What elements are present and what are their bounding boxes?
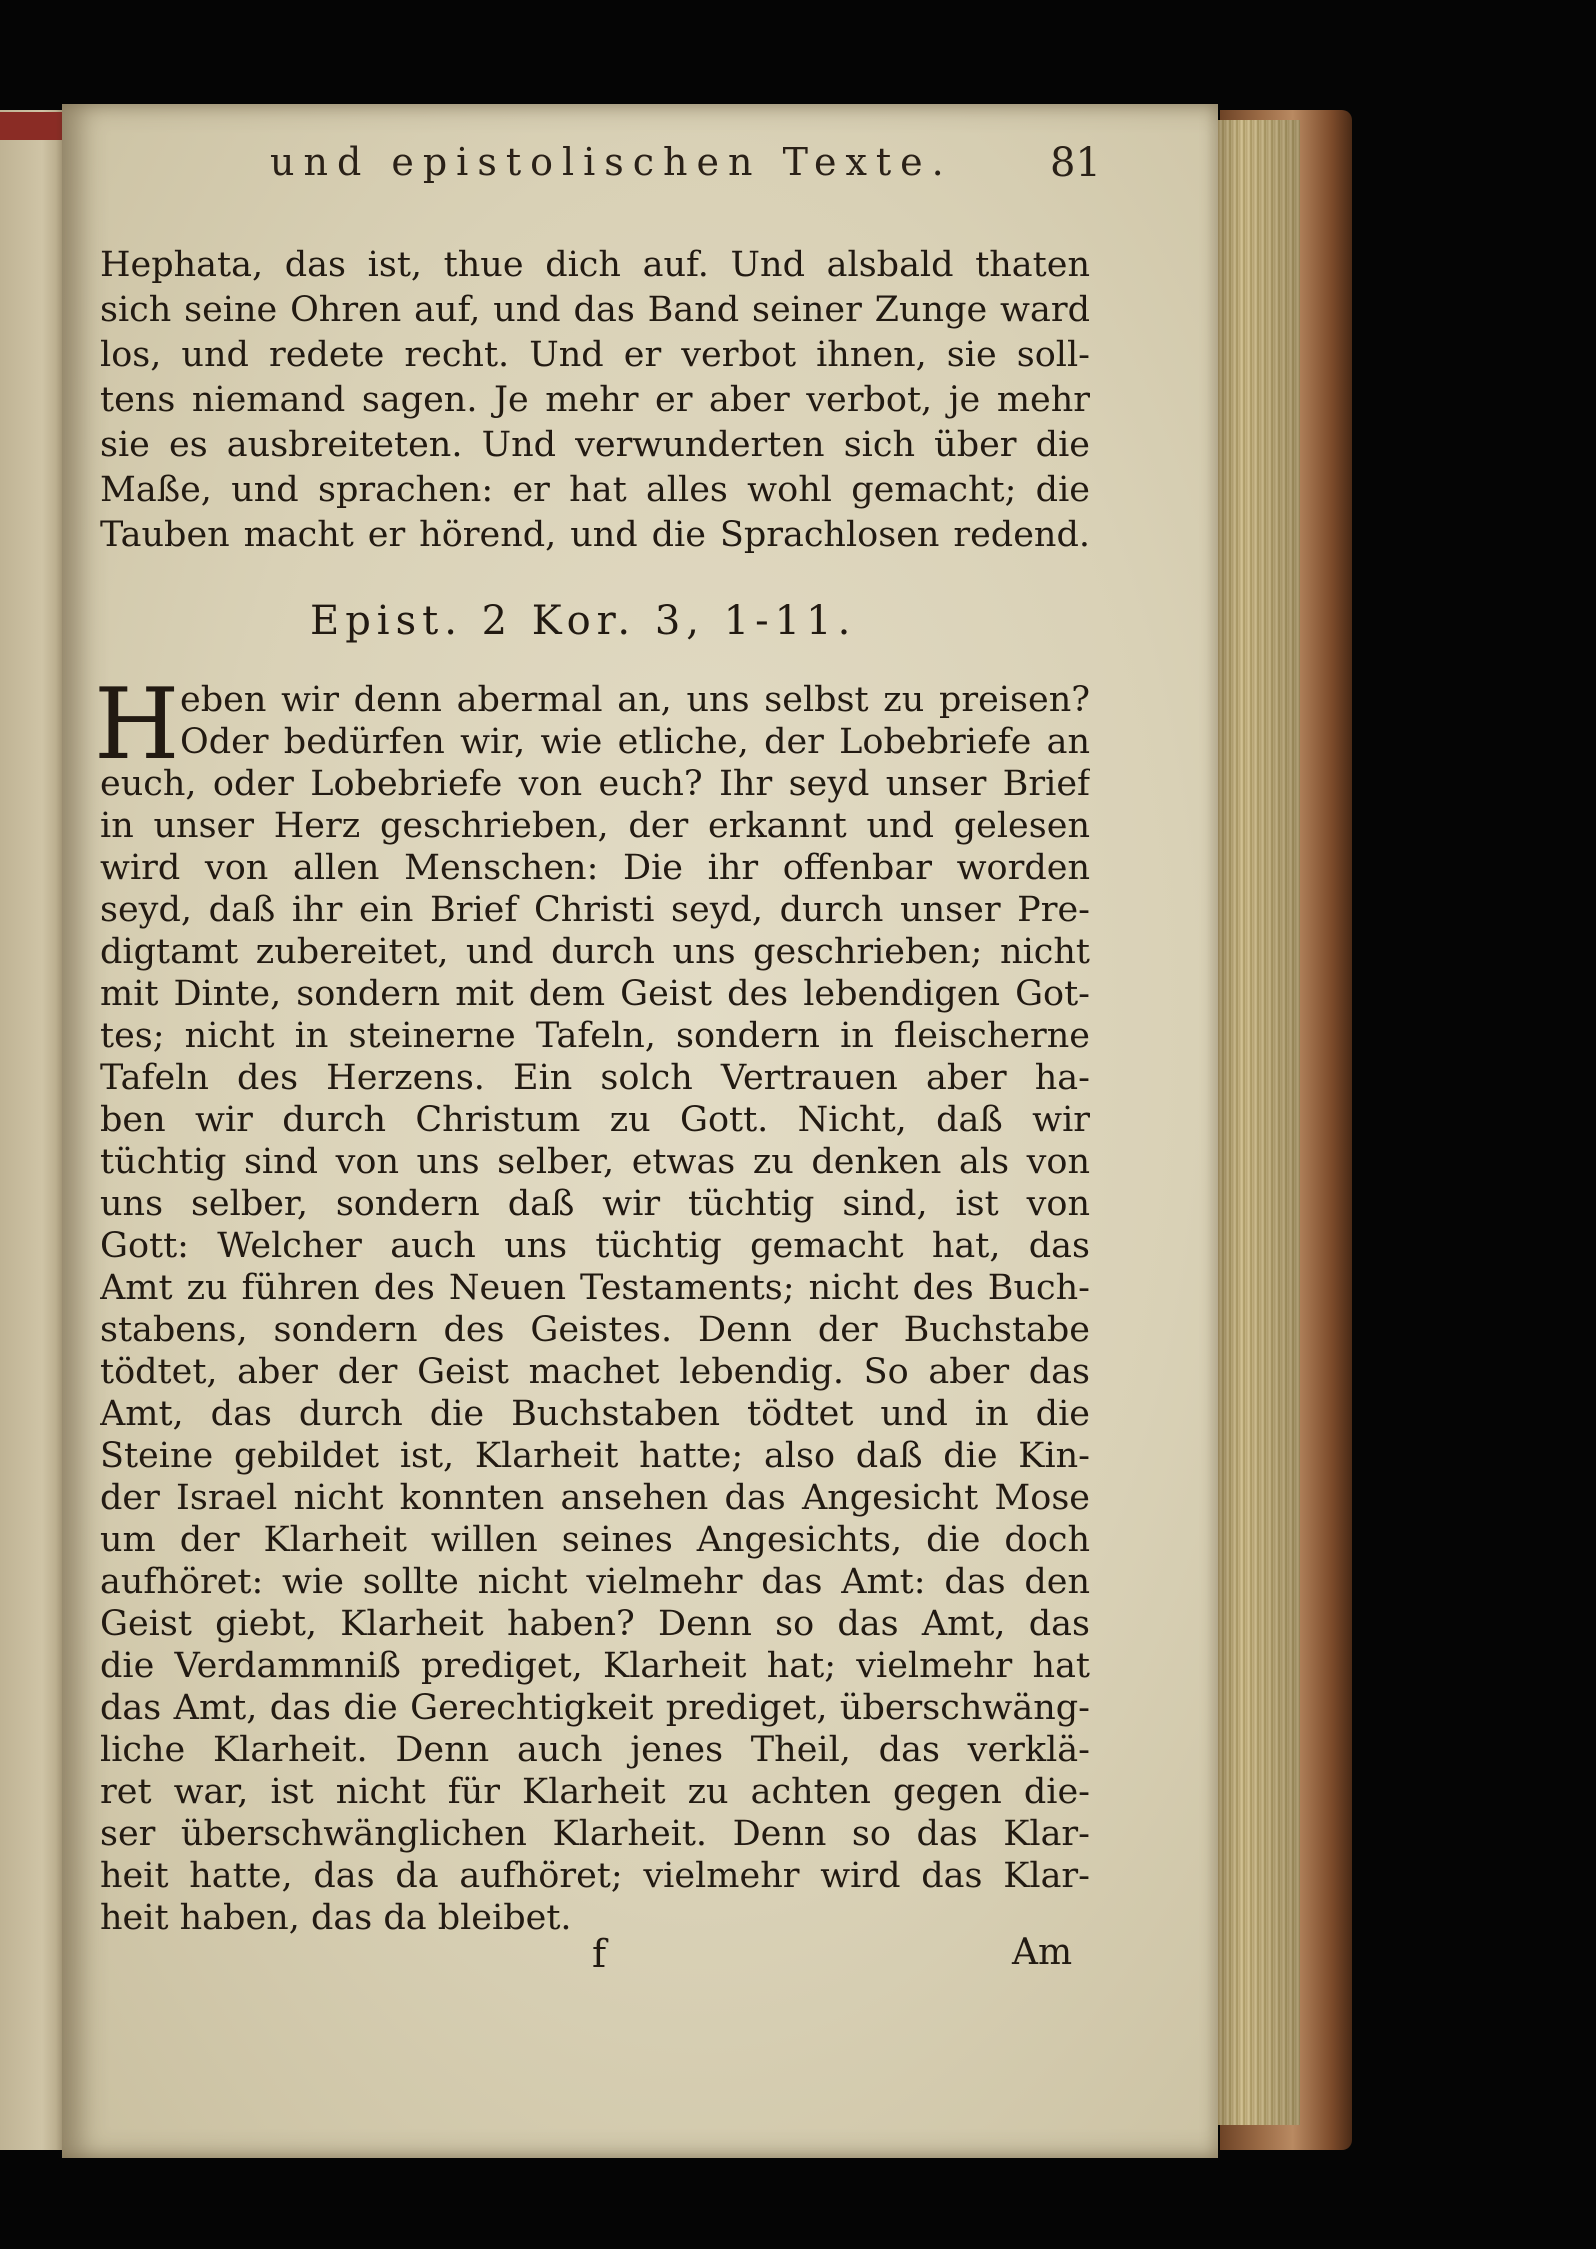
text-line: ser überschwänglichen Klarheit. Denn so das Klar- [100, 1814, 1090, 1854]
running-head: und epistolischen Texte. [270, 140, 953, 184]
text-line: Geist giebt, Klarheit haben? Denn so das Amt, das [100, 1604, 1090, 1644]
text-line: wird von allen Menschen: Die ihr offenbar worden [100, 848, 1090, 888]
text-line: ben wir durch Christum zu Gott. Nicht, daß wir [100, 1100, 1090, 1140]
text-line: digtamt zubereitet, und durch uns geschrieben; nicht [100, 932, 1090, 972]
text-line: Steine gebildet ist, Klarheit hatte; also daß die Kin- [100, 1436, 1090, 1476]
text-line: Tafeln des Herzens. Ein solch Vertrauen aber ha- [100, 1058, 1090, 1098]
text-line: seyd, daß ihr ein Brief Christi seyd, durch unser Pre- [100, 890, 1090, 930]
text-line: euch, oder Lobebriefe von euch? Ihr seyd unser Brief [100, 764, 1090, 804]
text-line: tens niemand sagen. Je mehr er aber verbot, je mehr [100, 380, 1090, 420]
text-line: tüchtig sind von uns selber, etwas zu denken als von [100, 1142, 1090, 1182]
text-line: Tauben macht er hörend, und die Sprachlosen redend. [100, 515, 1090, 555]
text-line: heit haben, das da bleibet. [100, 1898, 572, 1938]
signature-mark: f [592, 1932, 607, 1976]
text-line: Amt, das durch die Buchstaben tödtet und in die [100, 1394, 1090, 1434]
catchword: Am [1012, 1932, 1073, 1973]
text-line: aufhöret: wie sollte nicht vielmehr das Amt: das den [100, 1562, 1090, 1602]
text-line: Maße, und sprachen: er hat alles wohl gemacht; die [100, 470, 1090, 510]
text-line: tes; nicht in steinerne Tafeln, sondern in fleischerne [100, 1016, 1090, 1056]
text-line: eben wir denn abermal an, uns selbst zu preisen? [180, 680, 1090, 720]
text-line: heit hatte, das da aufhöret; vielmehr wird das Klar- [100, 1856, 1090, 1896]
epistle-heading: Epist. 2 Kor. 3, 1-11. [310, 598, 857, 644]
page-stack-shade [1204, 120, 1300, 2125]
page-number: 81 [1050, 140, 1101, 186]
text-line: um der Klarheit willen seines Angesichts, die doch [100, 1520, 1090, 1560]
text-line: mit Dinte, sondern mit dem Geist des lebendigen Got- [100, 974, 1090, 1014]
drop-cap: H [94, 668, 180, 782]
text-line: sich seine Ohren auf, und das Band seiner Zunge ward [100, 290, 1090, 330]
text-line: uns selber, sondern daß wir tüchtig sind, ist von [100, 1184, 1090, 1224]
text-line: tödtet, aber der Geist machet lebendig. So aber das [100, 1352, 1090, 1392]
text-line: in unser Herz geschrieben, der erkannt und gelesen [100, 806, 1090, 846]
text-line: ret war, ist nicht für Klarheit zu achten gegen die- [100, 1772, 1090, 1812]
text-line: der Israel nicht konnten ansehen das Angesicht Mose [100, 1478, 1090, 1518]
text-line: die Verdammniß prediget, Klarheit hat; vielmehr hat [100, 1646, 1090, 1686]
text-line: Hephata, das ist, thue dich auf. Und alsbald thaten [100, 245, 1090, 285]
text-line: los, und redete recht. Und er verbot ihnen, sie soll- [100, 335, 1090, 375]
text-line: Gott: Welcher auch uns tüchtig gemacht hat, das [100, 1226, 1090, 1266]
text-line: Oder bedürfen wir, wie etliche, der Lobebriefe an [180, 722, 1090, 762]
text-line: Amt zu führen des Neuen Testaments; nicht des Buch- [100, 1268, 1090, 1308]
text-line: sie es ausbreiteten. Und verwunderten sich über die [100, 425, 1090, 465]
text-line: liche Klarheit. Denn auch jenes Theil, das verklä- [100, 1730, 1090, 1770]
text-line: das Amt, das die Gerechtigkeit prediget, überschwäng- [100, 1688, 1090, 1728]
text-line: stabens, sondern des Geistes. Denn der Buchstabe [100, 1310, 1090, 1350]
